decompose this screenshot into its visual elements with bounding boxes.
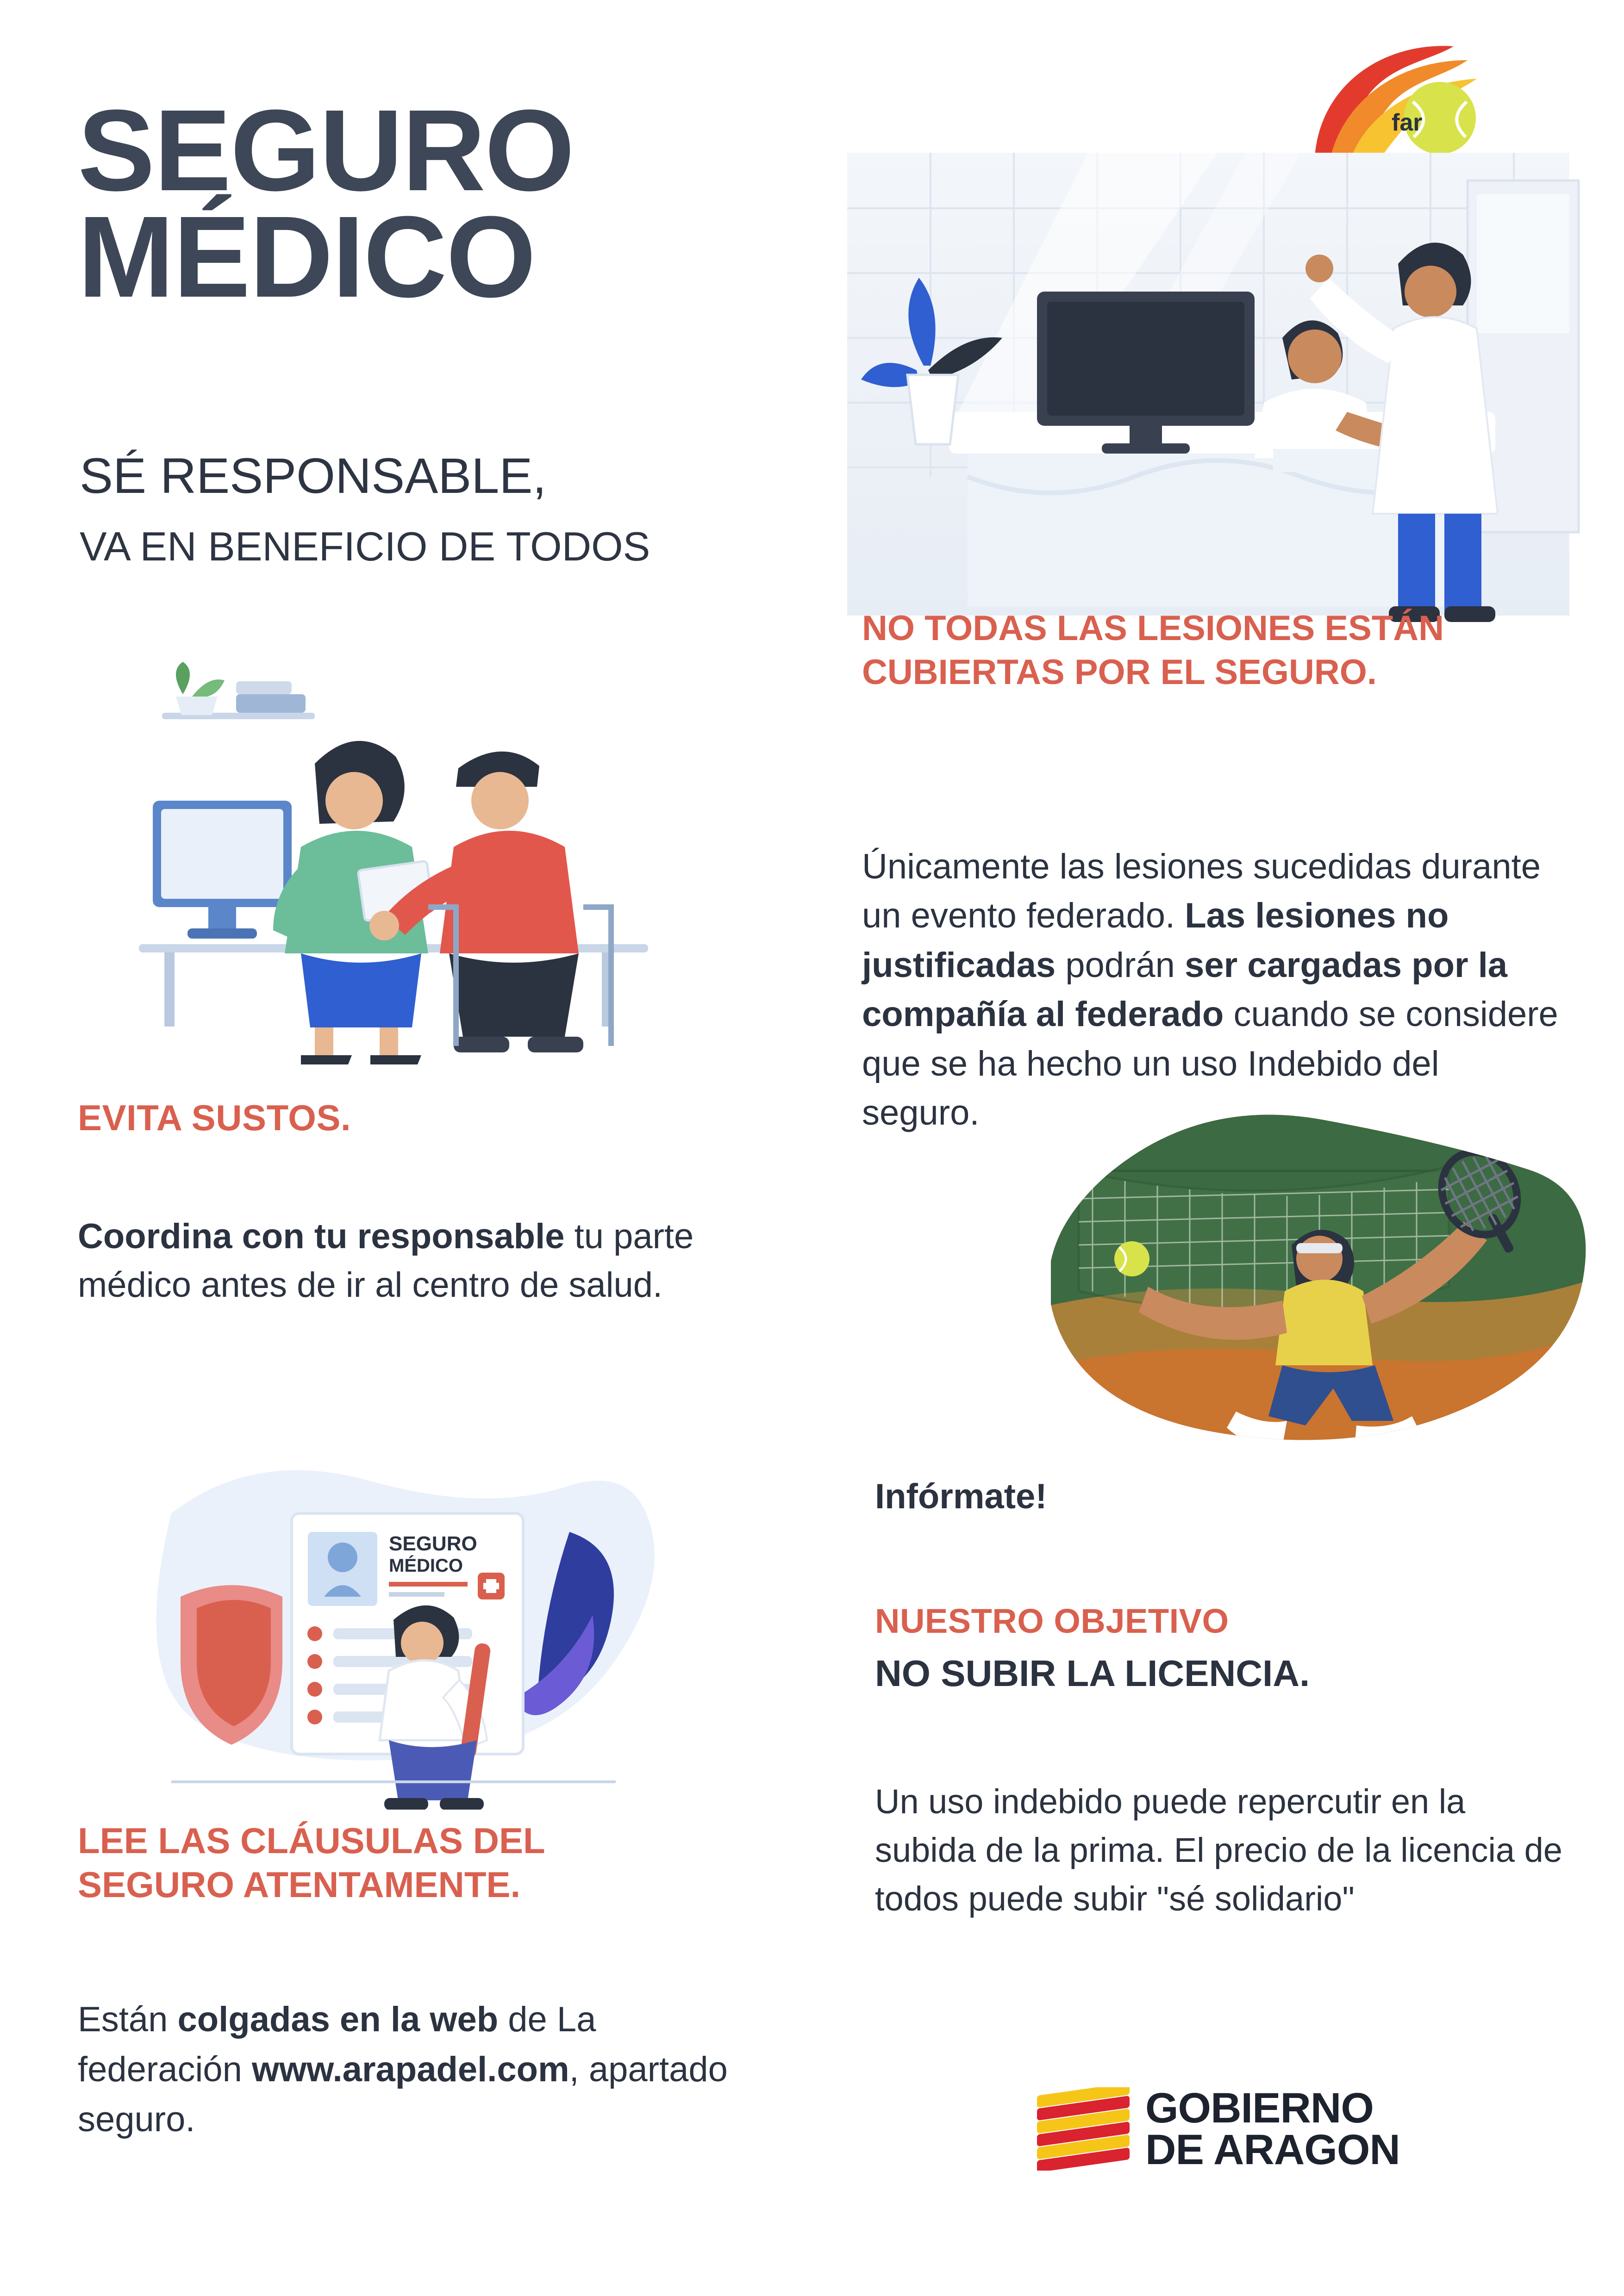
clinic-reception-illustration <box>829 153 1588 657</box>
gobierno-de-aragon-logo <box>1037 2084 1400 2174</box>
lee-body-mid: de La federación <box>78 2000 596 2089</box>
unicamente-bold-1: Las lesiones no justificadas <box>862 896 1449 985</box>
unicamente-post: cuando se considere que se ha hecho un uso Indebido del seguro. <box>862 995 1558 1132</box>
nuestro-objetivo-heading: NUESTRO OBJETIVO <box>875 1602 1229 1640</box>
padel-player-illustration <box>1051 1106 1597 1472</box>
evita-sustos-body-bold: Coordina con tu responsable <box>78 1217 565 1256</box>
svg-text:SEGURO: SEGURO <box>389 1532 477 1555</box>
nuestro-objetivo-body: Un uso indebido puede repercutir en la subida de la prima. El precio de la licencia de todos puede subir "sé solidario" <box>875 1782 1562 1918</box>
aragon-shield-icon <box>1037 2087 1130 2171</box>
lee-clausulas-heading <box>78 1819 726 1907</box>
lee-clausulas-heading-line-1: LEE LAS CLÁUSULAS DEL <box>78 1820 545 1861</box>
title-line-2: MÉDICO <box>78 192 535 321</box>
unicamente-mid: podrán <box>1056 945 1185 985</box>
evita-sustos-heading: EVITA SUSTOS. <box>78 1097 351 1138</box>
lee-body-pre: Están <box>78 2000 178 2039</box>
lee-body-bold-1: colgadas en la web <box>177 2000 499 2039</box>
insurance-form-illustration <box>116 1458 671 1810</box>
evita-sustos-body-rest: tu parte médico antes de ir al centro de salud. <box>78 1217 694 1305</box>
gobierno-de-aragon-text <box>1145 2084 1400 2174</box>
unicamente-body <box>862 842 1561 1138</box>
gobierno-line-2: DE ARAGON <box>1145 2126 1400 2174</box>
meeting-illustration <box>83 648 708 1064</box>
no-subir-licencia-heading: NO SUBIR LA LICENCIA. <box>875 1653 1310 1694</box>
subtitle-line-2: VA EN BENEFICIO DE TODOS <box>80 523 650 569</box>
svg-text:MÉDICO: MÉDICO <box>389 1556 463 1576</box>
page-title <box>78 86 818 321</box>
evita-sustos-body <box>78 1213 744 1310</box>
lee-body-bold-2[interactable]: www.arapadel.com <box>252 2049 569 2089</box>
lee-clausulas-heading-line-2: SEGURO ATENTAMENTE. <box>78 1864 521 1905</box>
lee-body-post: , apartado seguro. <box>78 2049 728 2139</box>
unicamente-bold-2: ser cargadas por la compañía al federado <box>862 945 1508 1034</box>
svg-text:far: far <box>1392 109 1423 136</box>
unicamente-pre: Únicamente las lesiones sucedidas durante un evento federado. <box>862 847 1541 936</box>
no-todas-lesiones-heading: NO TODAS LAS LESIONES ESTÁN CUBIERTAS POR EL SEGURO. <box>862 609 1444 692</box>
gobierno-line-1: GOBIERNO <box>1145 2084 1374 2132</box>
informate-call-to-action: Infórmate! <box>875 1477 1047 1516</box>
title-line-1: SEGURO <box>78 86 574 215</box>
subtitle-line-1: SÉ RESPONSABLE, <box>80 448 547 504</box>
lee-clausulas-body <box>78 1995 754 2145</box>
